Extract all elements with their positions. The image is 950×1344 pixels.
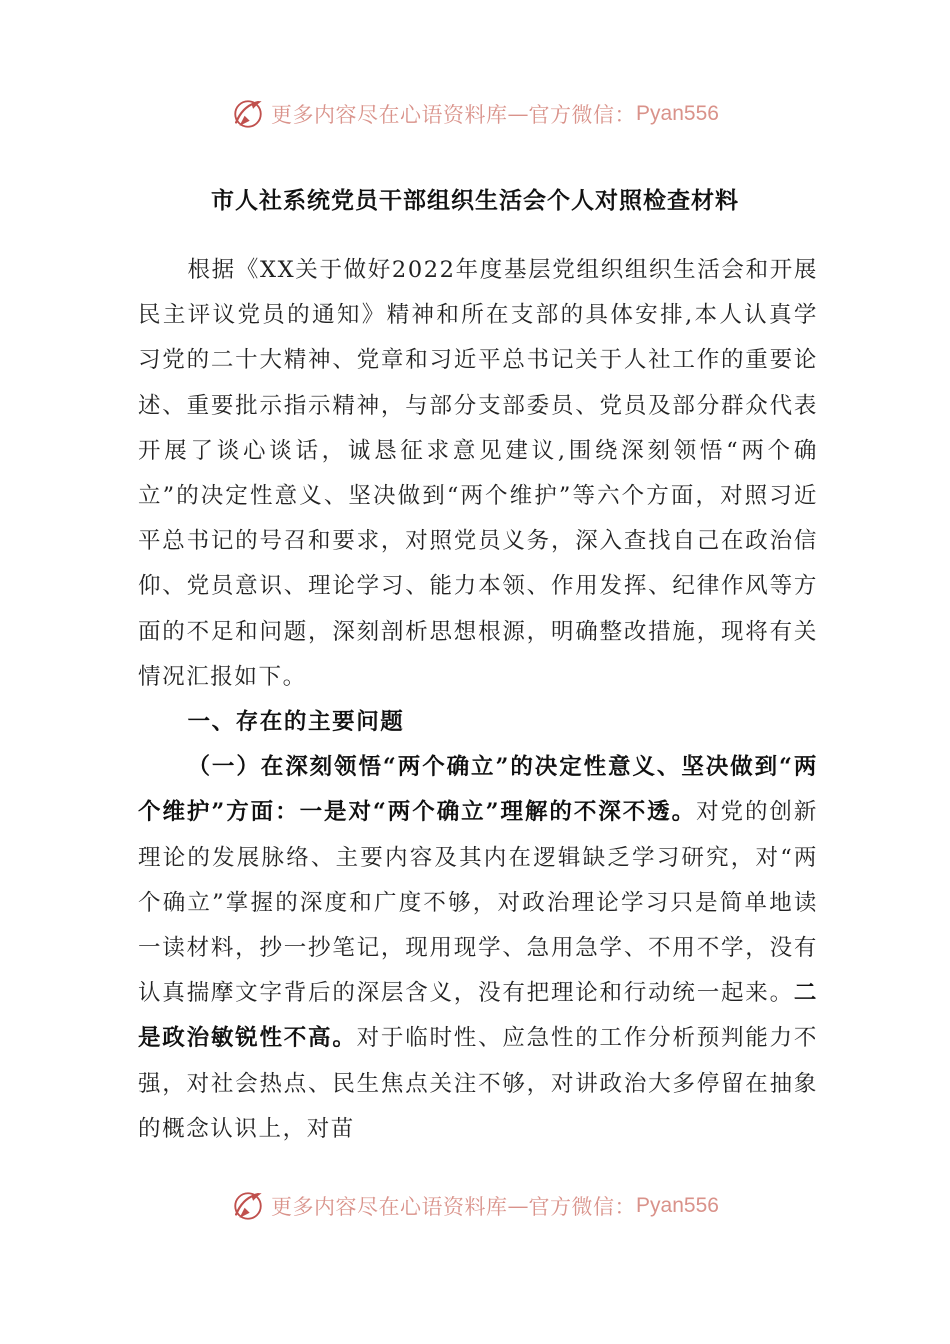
pen-nib-logo-icon [231, 97, 265, 131]
watermark-separator: — [507, 102, 529, 126]
section-heading: 一、存在的主要问题 [187, 709, 405, 736]
watermark-wechat-label: 官方微信： [528, 1195, 637, 1219]
subsection-heading: （一）在深刻领悟“两个确立”的决定性意义、坚决做到“两个维护”方面： [138, 754, 818, 826]
watermark-text: 更多内容尽在心语资料库 [271, 1195, 508, 1219]
pen-nib-logo-icon [231, 1189, 265, 1223]
point-2-body: 对于临时性、应急性的工作分析预判能力不强，对社会热点、民生焦点关注不够，对讲政治大多停留在抽象的概念认识上，对苗 [138, 1025, 818, 1142]
watermark-wechat-label: 官方微信： [528, 103, 637, 127]
watermark-handle: Pyan556 [636, 1194, 719, 1217]
point-1-body: 对党的创新理论的发展脉络、主要内容及其内在逻辑缺乏学习研究，对“两个确立”掌握的深度和广度不够，对政治理论学习只是简单地读一读材料，抄一抄笔记，现用现学、急用急学、不用不学，没有认真揣摩文字背后的深层含义，没有把理论和行动统一起来。 [138, 799, 818, 1007]
point-1-title: 一是对“两个确立”理解的不深不透。 [299, 799, 697, 826]
subsection-paragraph [138, 745, 818, 1152]
watermark-banner-bottom [0, 1184, 950, 1228]
watermark-banner-top [0, 92, 950, 136]
watermark-handle: Pyan556 [636, 102, 719, 125]
watermark-separator: — [507, 1194, 529, 1218]
document-title: 市人社系统党员干部组织生活会个人对照检查材料 [211, 187, 739, 214]
watermark-text: 更多内容尽在心语资料库 [271, 103, 508, 127]
intro-paragraph: 根据《XX关于做好2022年度基层党组织组织生活会和开展民主评议党员的通知》精神和所在支部的具体安排,本人认真学习党的二十大精神、党章和习近平总书记关于人社工作的重要论述、重要批示指示精神，与部分支部委员、党员及部分群众代表开展了谈心谈话，诚恳征求意见建议,围绕深刻领悟“两个确立”的决定性意义、坚决做到“两个维护”等六个方面，对照习近平总书记的号召和要求，对照党员义务，深入查找自己在政治信仰、党员意识、理论学习、能力本领、作用发挥、纪律作风等方面的不足和问题，深刻剖析思想根源，明确整改措施，现将有关情况汇报如下。 [138, 257, 818, 690]
document-body [138, 248, 818, 1152]
point-2-title: 二是政治敏锐性不高。 [138, 980, 818, 1052]
